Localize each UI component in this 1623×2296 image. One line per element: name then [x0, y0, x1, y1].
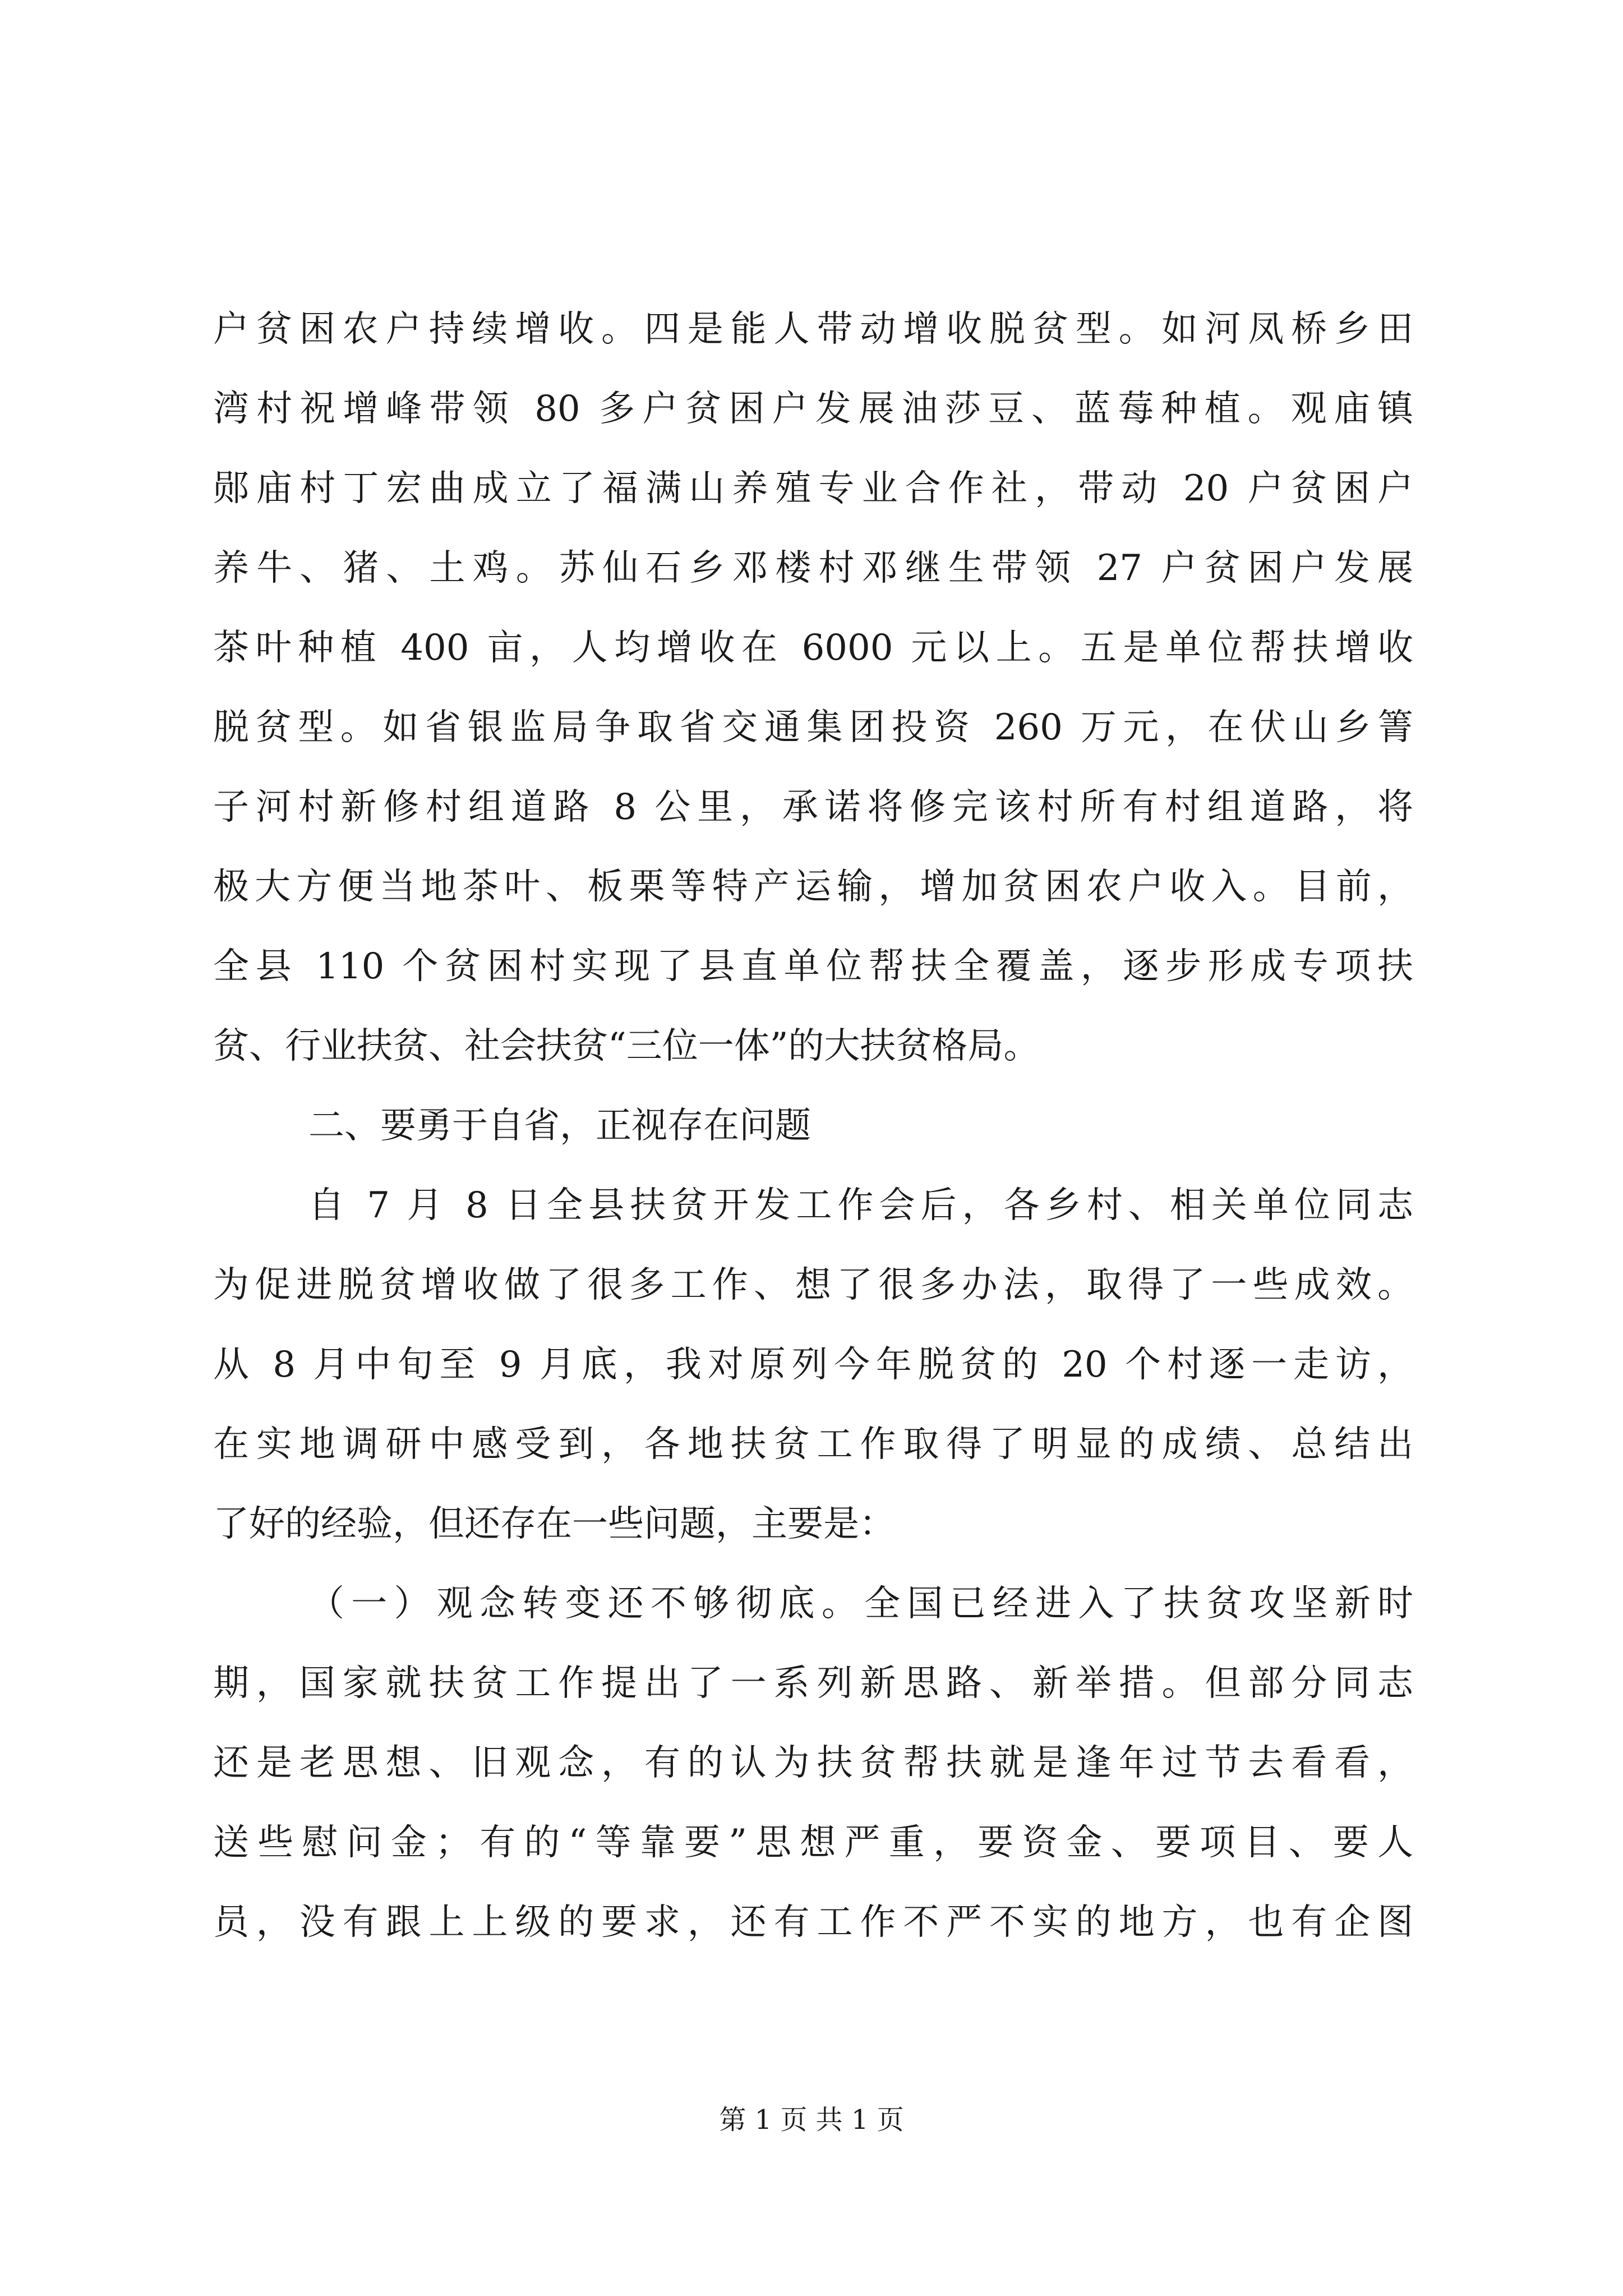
text-line: 送些慰问金；有的“等靠要”思想严重，要资金、要项目、要人 [213, 1822, 1413, 1864]
text-line: 在实地调研中感受到，各地扶贫工作取得了明显的成绩、总结出 [213, 1424, 1413, 1465]
text-line: 极大方便当地茶叶、板栗等特产运输，增加贫困农户收入。目前， [213, 866, 1413, 908]
text-line: 员，没有跟上上级的要求，还有工作不严不实的地方，也有企图 [213, 1902, 1413, 1943]
page-number-footer: 第 1 页 共 1 页 [719, 2104, 904, 2136]
section-heading: 二、要勇于自省，正视存在问题 [308, 1105, 811, 1147]
text-line: 湾村祝增峰带领 80 多户贫困户发展油莎豆、蓝莓种植。观庙镇 [213, 388, 1413, 430]
text-line: 户贫困农户持续增收。四是能人带动增收脱贫型。如河凤桥乡田 [213, 309, 1413, 350]
text-line: 为促进脱贫增收做了很多工作、想了很多办法，取得了一些成效。 [213, 1264, 1413, 1306]
text-line: 期，国家就扶贫工作提出了一系列新思路、新举措。但部分同志 [213, 1663, 1413, 1704]
text-line: 脱贫型。如省银监局争取省交通集团投资 260 万元，在伏山乡箐 [213, 707, 1413, 748]
text-line: 贫、行业扶贫、社会扶贫“三位一体”的大扶贫格局。 [213, 1025, 1040, 1067]
text-line: 郧庙村丁宏曲成立了福满山养殖专业合作社，带动 20 户贫困户 [213, 468, 1413, 509]
text-line: 从 8 月中旬至 9 月底，我对原列今年脱贫的 20 个村逐一走访， [213, 1344, 1413, 1386]
text-line: 全县 110 个贫困村实现了县直单位帮扶全覆盖，逐步形成专项扶 [213, 946, 1413, 987]
text-line: 茶叶种植 400 亩，人均增收在 6000 元以上。五是单位帮扶增收 [213, 627, 1413, 669]
text-line: 养牛、猪、土鸡。苏仙石乡邓楼村邓继生带领 27 户贫困户发展 [213, 547, 1413, 589]
text-line: 还是老思想、旧观念，有的认为扶贫帮扶就是逢年过节去看看， [213, 1742, 1413, 1784]
subsection-line: （一）观念转变还不够彻底。全国已经进入了扶贫攻坚新时 [308, 1583, 1413, 1625]
text-line: 子河村新修村组道路 8 公里，承诺将修完该村所有村组道路，将 [213, 786, 1413, 828]
text-line: 了好的经验，但还存在一些问题，主要是： [213, 1503, 895, 1545]
text-line: 自 7 月 8 日全县扶贫开发工作会后，各乡村、相关单位同志 [308, 1185, 1413, 1226]
